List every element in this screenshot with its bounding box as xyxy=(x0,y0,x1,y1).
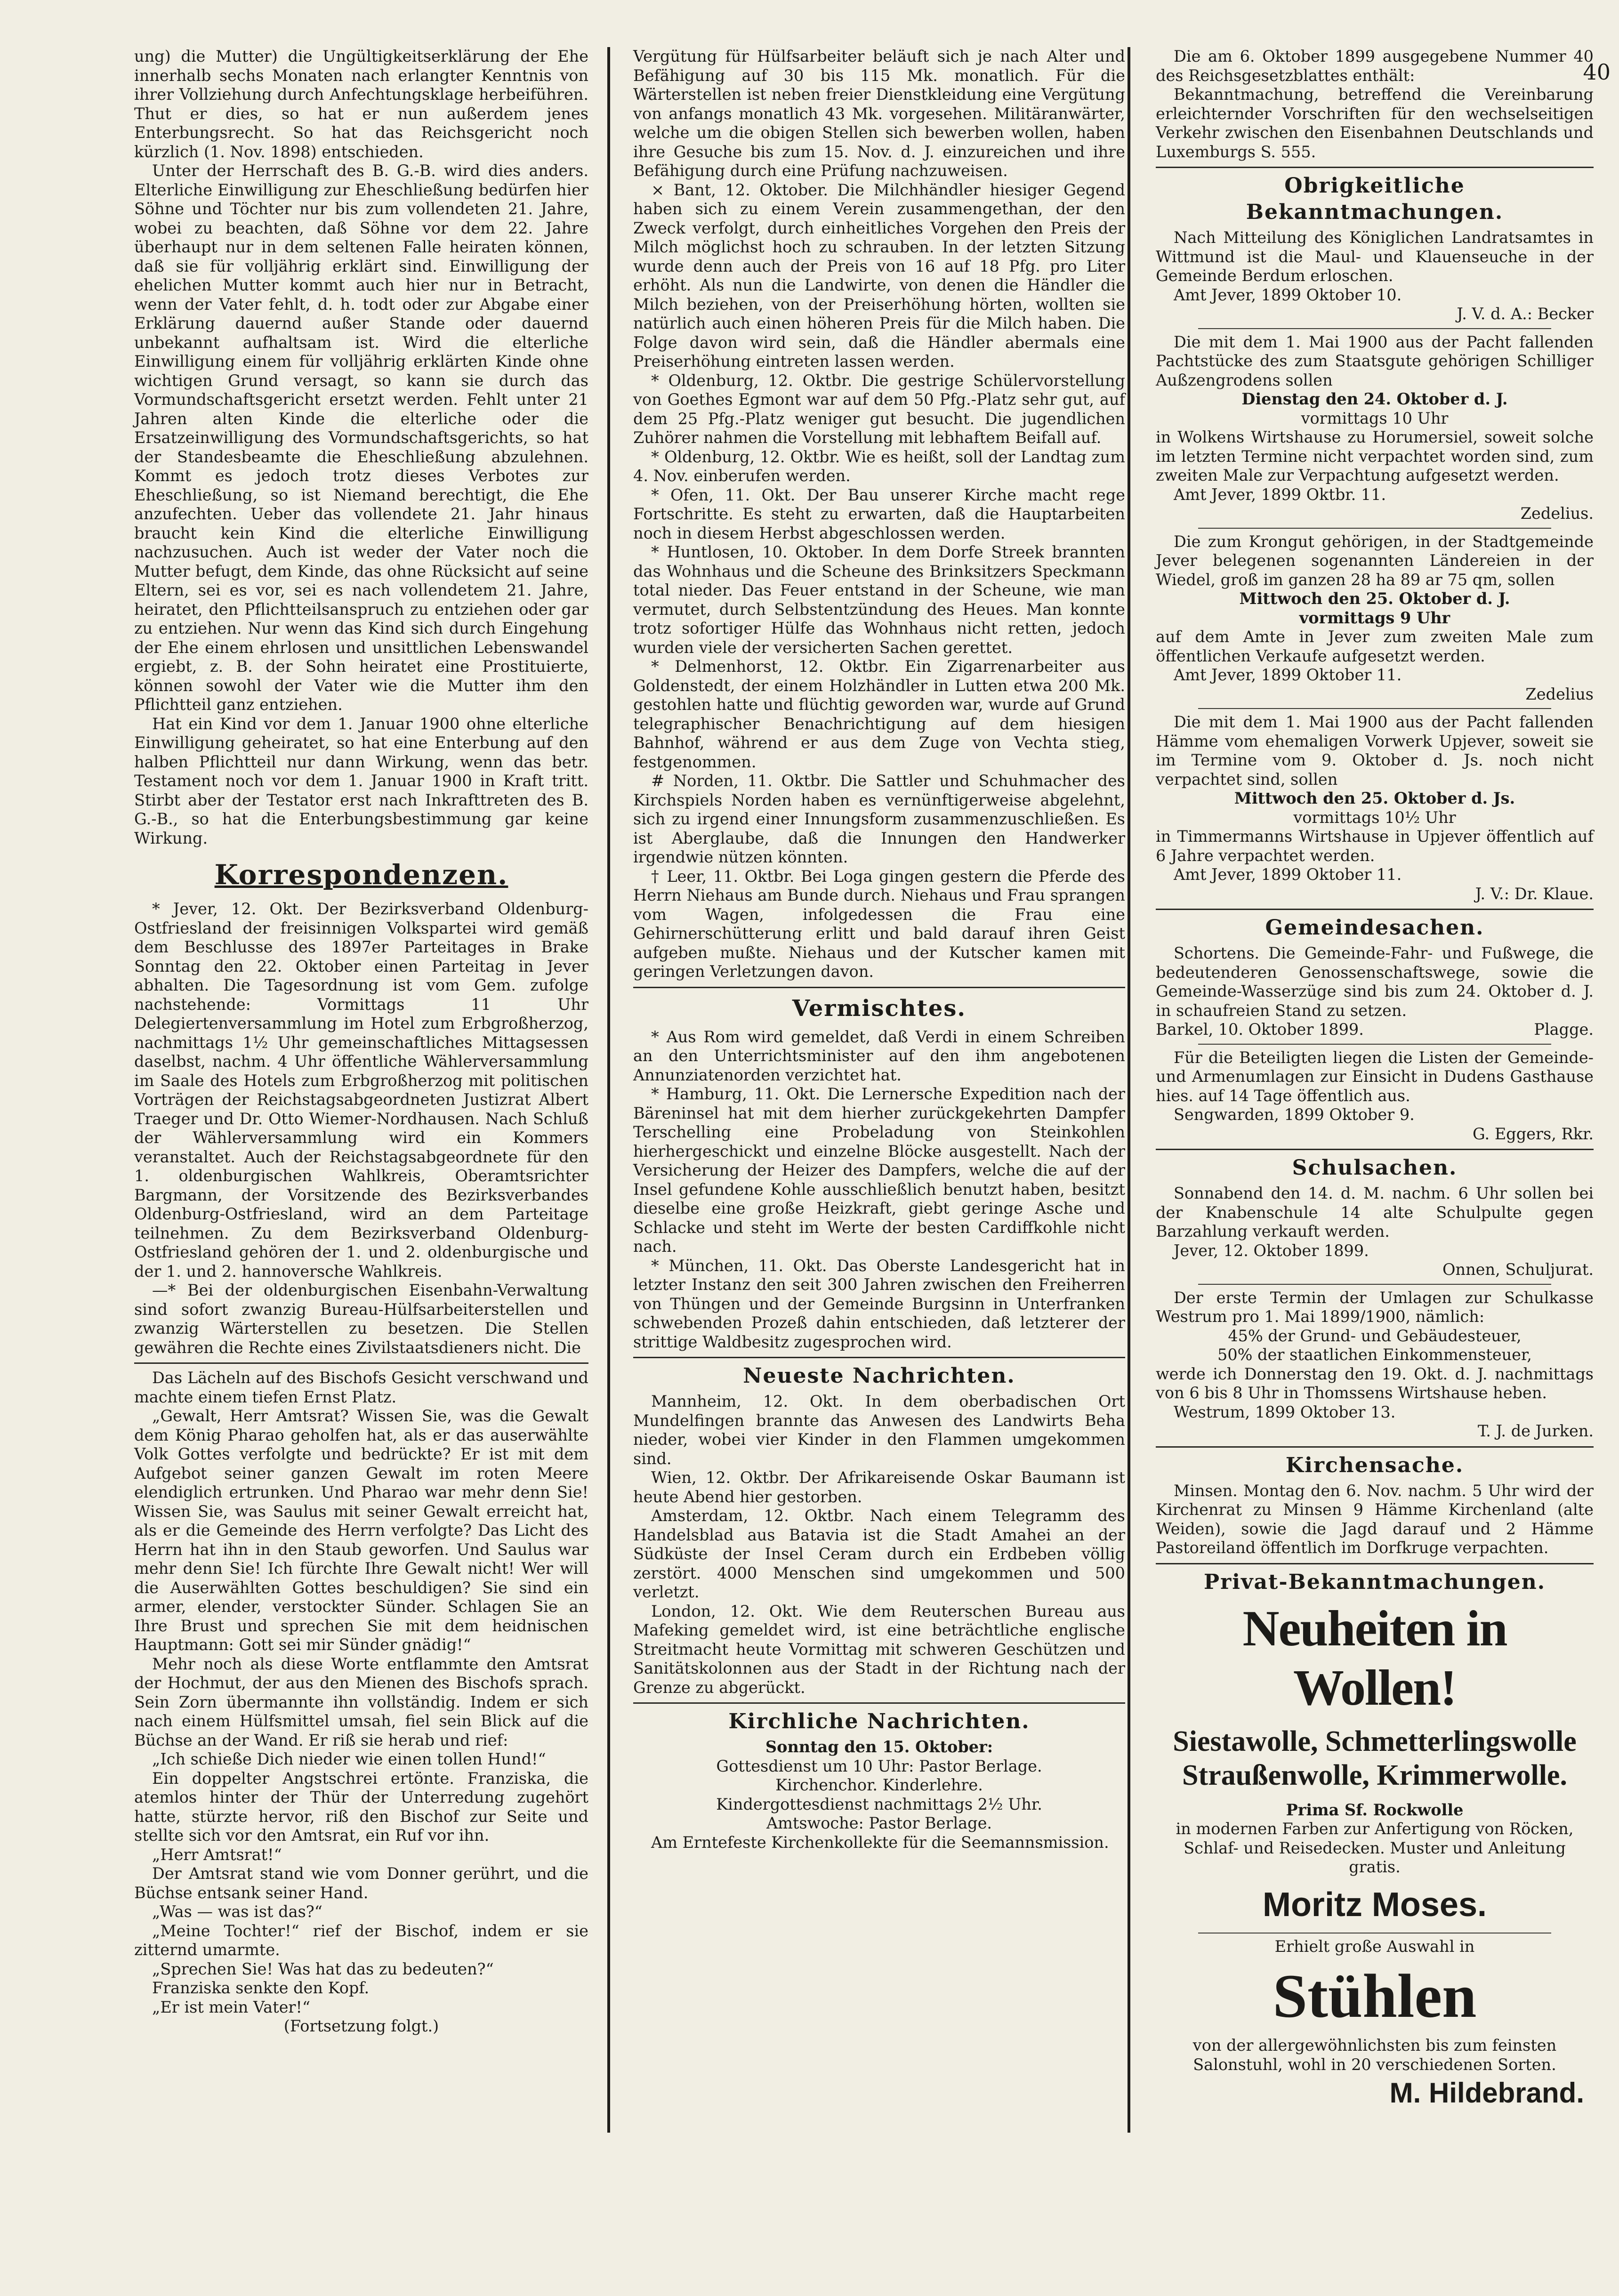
news-item: * Delmenhorst, 12. Oktbr. Ein Zigarrenarbeiter aus Goldenstedt, der einem Holzhändler in Lutten etwa 200 Mk. gestohlen hatte und flüchtig geworden war, wurde auf Grund telegraphischer Benachrichtigung auf dem hiesigen Bahnhof, während er aus dem Zuge von Vechta stieg, festgenommen. xyxy=(633,657,1125,771)
section-heading-kirchliche-nachrichten: Kirchliche Nachrichten. xyxy=(728,1709,1030,1733)
school-notice: Sonnabend den 14. d. M. nachm. 6 Uhr sollen bei der Knabenschule 14 alte Schulpulte gegen Barzahlung verkauft werden. xyxy=(1156,1184,1594,1241)
church-service-line: Amtswoche: Pastor Berlage. xyxy=(766,1814,992,1832)
section-divider xyxy=(1156,1563,1594,1564)
notice-footer xyxy=(1156,1020,1594,1039)
article-paragraph: Unter der Herrschaft des B. G.-B. wird dies anders. Elterliche Einwilligung zur Eheschließung bedürfen hier Söhne und Töchter nur bis zum vollendeten 21. Jahre, wobei zu beachten, daß Söhne vor dem 22. Jahre überhaupt nur in dem seltenen Falle heiraten können, daß sie für volljährig erklärt sind. Einwilligung der ehelichen Mutter kommt auch hier nur in Betracht, wenn der Vater fehlt, d. h. todt oder zur Abgabe einer Erklärung dauernd außer Stande oder dauernd unbekannt aufhaltsam ist. Wird die elterliche Einwilligung einem für volljährig erklärten Kinde ohne wichtigen Grund versagt, so kann sie durch das Vormundschaftsgericht ersetzt werden. Fehlt unter 21 Jahren alten Kinde die elterliche oder die Ersatzeinwilligung des Vormundschaftsgerichts, so hat der Standesbeamte die Eheschließung abzulehnen. Kommt es jedoch trotz dieses Verbotes zur Eheschließung, so ist Niemand berechtigt, die Ehe anzufechten. Ueber das vollendete 21. Jahr hinaus braucht kein Kind die elterliche Einwilligung nachzusuchen. Auch ist weder der Vater noch die Mutter befugt, dem Kinde, das ohne Rücksicht auf seine Eltern, sei es vor, sei es nach vollendetem 21. Jahre, heiratet, den Pflichtteilsanspruch zu entziehen oder gar zu entziehen. Nur wenn das Kind sich durch Eingehung der Ehe einem ehrlosen und unsittlichen Lebenswandel ergiebt, z. B. der Sohn heiratet eine Prostituierte, können sowohl der Vater wie die Mutter ihm den Pflichtteil ganz entziehen. xyxy=(134,161,588,714)
notice-date-line: Mittwoch den 25. Oktober d. Js. xyxy=(1234,789,1515,807)
church-collection-note: Am Erntefeste Kirchenkollekte für die Seemannsmission. xyxy=(651,1833,1109,1852)
feuilleton-paragraph: „Er ist mein Vater!“ xyxy=(152,1998,310,2016)
notice-signature: T. J. de Jurken. xyxy=(1477,1422,1594,1440)
news-item: ⨯ Bant, 12. Oktober. Die Milchhändler hiesiger Gegend haben sich zu einem Verein zusammengethan, der den Zweck verfolgt, durch einheitliches Vorgehen den Preis der Milch möglichst hoch zu schrauben. In der letzten Sitzung wurde denn auch der Preis von 16 auf 18 Pfg. pro Liter erhöht. Als nun die Landwirte, von denen die Händler die Milch beziehen, von der Preiserhöhung hörten, wollten sie natürlich auch einen höheren Preis für die Milch haben. Die Folge davon wird sein, daß die Händler abermals eine Preiserhöhung eintreten lassen werden. xyxy=(633,180,1125,371)
ad-wool-title: Neuheiten in Wollen! xyxy=(1242,1600,1507,1716)
section-heading-privat: Privat-Bekanntmachungen. xyxy=(1203,1570,1546,1594)
church-service-line: Kindergottesdienst nachmittags 2½ Uhr. xyxy=(716,1795,1042,1813)
official-notice: Die mit dem 1. Mai 1900 aus der Pacht fallenden Pachtstücke des zum Staatsgute gehörigen Schilliger Außzengrodens sollen xyxy=(1156,332,1594,389)
notice-place-date: Jever, 12. Oktober 1899. xyxy=(1174,1241,1369,1260)
notice-signature: Zedelius. xyxy=(1520,504,1594,523)
column-rule-right xyxy=(1128,47,1130,2133)
news-item: London, 12. Okt. Wie dem Reuterschen Bureau aus Mafeking gemeldet wird, ist eine beträchtliche englische Streitmacht heute Vormittag mit schweren Geschützen und Sanitätskolonnen aus der Stadt in der Richtung nach der Grenze zu abgerückt. xyxy=(633,1602,1125,1697)
column-2 xyxy=(633,47,1125,2225)
feuilleton-divider xyxy=(134,1362,588,1364)
community-notice: Schortens. Die Gemeinde-Fahr- und Fußwege, die bedeutenderen Genossenschaftswege, sowie die Gemeinde-Wasserzüge sind bis zum 24. Oktober d. J. in schaufreien Stand zu setzen. xyxy=(1156,944,1594,1020)
news-item: * Ofen, 11. Okt. Der Bau unserer Kirche macht rege Fortschritte. Es steht zu erwarten, daß die Hauptarbeiten noch in diesem Herbst abgeschlossen werden. xyxy=(633,485,1125,542)
feuilleton-paragraph: Das Lächeln auf des Bischofs Gesicht verschwand und machte einem tiefen Ernst Platz. xyxy=(134,1369,588,1406)
column-1 xyxy=(134,47,588,2225)
news-item: Vergütung für Hülfsarbeiter beläuft sich je nach Alter und Befähigung auf 30 bis 115 Mk. monatlich. Für die Wärterstellen ist neben freier Dienstkleidung eine Vergütung von anfangs monatlich 43 Mk. vorgesehen. Militäranwärter, welche um die obigen Stellen sich bewerben wollen, haben ihre Gesuche bis zum 15. Nov. d. J. einzureichen und ihre Befähigung durch eine Prüfung nachzuweisen. xyxy=(633,47,1125,180)
notice-divider xyxy=(1198,708,1551,709)
news-item: Amsterdam, 12. Oktbr. Nach einem Telegramm des Handelsblad aus Batavia ist die Stadt Amahei an der Südküste der Insel Ceram durch ein Erdbeben völlig zerstört. 4000 Menschen sind umgekommen und 500 verletzt. xyxy=(633,1506,1125,1601)
notice-signature: Onnen, Schuljurat. xyxy=(1442,1260,1594,1279)
section-divider xyxy=(1156,167,1594,168)
official-notice: auf dem Amte in Jever zum zweiten Male zum öffentlichen Verkaufe aufgesetzt werden. xyxy=(1156,628,1594,665)
section-divider xyxy=(633,1702,1125,1704)
notice-time-line: vormittags 10½ Uhr xyxy=(1293,808,1456,827)
section-heading-vermischtes: Vermischtes. xyxy=(792,995,967,1022)
section-heading-neueste-nachrichten: Neueste Nachrichten. xyxy=(743,1364,1015,1388)
article-paragraph: ung) die Mutter) die Ungültigkeitserklärung der Ehe innerhalb sechs Monaten nach erlangter Kenntnis von ihrer Vollziehung durch Anfechtungsklage herbeiführen. Thut er dies, so hat er nun außerdem jenes Enterbungsrecht. So hat das Reichsgericht noch kürzlich (1. Nov. 1898) entschieden. xyxy=(134,47,588,161)
school-notice: Der erste Termin der Umlagen zur Schulkasse Westrum pro 1. Mai 1899/1900, nämlich: xyxy=(1156,1288,1594,1326)
section-heading-korrespondenzen: Korrespondenzen. xyxy=(214,859,508,891)
ad-wool-line: Siestawolle, Schmetterlingswolle xyxy=(1173,1725,1577,1757)
ad-chairs-text: von der allergewöhnlichsten bis zum feinsten Salonstuhl, wohl in 20 verschiedenen Sorten. xyxy=(1192,2036,1557,2074)
ad-chairs-firm: M. Hildebrand. xyxy=(1389,2077,1584,2109)
notice-place-date: Amt Jever, 1899 Oktober 10. xyxy=(1174,285,1402,304)
notice-divider xyxy=(1198,1044,1551,1045)
news-item: Wien, 12. Oktbr. Der Afrikareisende Oskar Baumann ist heute Abend hier gestorben. xyxy=(633,1468,1125,1506)
news-item: * München, 11. Okt. Das Oberste Landesgericht hat in letzter Instanz den seit 300 Jahren zwischen den Freiherren von Thüngen und der Gemeinde Burgsinn in Unterfranken schwebenden Prozeß dahin entschieden, daß letzterer der strittige Waldbesitz zugesprochen wird. xyxy=(633,1256,1125,1351)
feuilleton-paragraph: „Meine Tochter!“ rief der Bischof, indem er sie zitternd umarmte. xyxy=(134,1921,588,1959)
notice-divider xyxy=(1198,328,1551,329)
ad-wool-text: in modernen Farben zur Anfertigung von Röcken, Schlaf- und Reisedecken. Muster und Anleitung gratis. xyxy=(1176,1820,1574,1876)
section-heading-schulsachen: Schulsachen. xyxy=(1292,1156,1458,1180)
official-notice: Nach Mitteilung des Königlichen Landratsamtes in Wittmund ist die Maul- und Klauenseuche in der Gemeinde Berdum erloschen. xyxy=(1156,228,1594,285)
column-3 xyxy=(1156,47,1594,2225)
notice-signature: G. Eggers, Rkr. xyxy=(1472,1124,1594,1143)
article-paragraph: Hat ein Kind vor dem 1. Januar 1900 ohne elterliche Einwilligung geheiratet, so hat eine Enterbung auf den halben Pflichtteil nur dann Wirkung, wenn das betr. Testament noch vor dem 1. Januar 1900 in Kraft tritt. Stirbt aber der Testator erst nach Inkrafttreten des B. G.-B., so hat die Enterbungsbestimmung gar keine Wirkung. xyxy=(134,714,588,847)
school-levy-line: 50% der staatlichen Einkommensteuer, xyxy=(1217,1345,1532,1364)
news-item: * Hamburg, 11. Okt. Die Lernersche Expedition nach der Bäreninsel hat mit dem hierher zurückgekehrten Dampfer Terschelling eine Probeladung von Steinkohlen hierhergeschickt und einzelne Blöcke ausgestellt. Nach der Versicherung der Heizer des Dampfers, welche die auf der Insel gefundene Kohle ausschließlich benutzt haben, besitzt dieselbe eine große Heizkraft, giebt geringe Asche und Schlacke und steht im Werte der besten Cardiffkohle nicht nach. xyxy=(633,1085,1125,1256)
news-item: * Oldenburg, 12. Oktbr. Die gestrige Schülervorstellung von Goethes Egmont war auf dem 50 Pfg.-Platz sehr gut, auf dem 25 Pfg.-Platz weniger gut besucht. Die jugendlichen Zuhörer nahmen die Vorstellung mit lebhaftem Beifall auf. xyxy=(633,371,1125,447)
notice-place-date: Amt Jever, 1899 Oktober 11. xyxy=(1174,666,1402,684)
official-notice: Die mit dem 1. Mai 1900 aus der Pacht fallenden Hämme vom ehemaligen Vorwerk Upjever, soweit sie im Termine vom 9. Oktober d. Js. noch nicht verpachtet sind, sollen xyxy=(1156,713,1594,789)
notice-signature: Plagge. xyxy=(1534,1020,1594,1039)
column-rule-left xyxy=(607,47,610,2133)
church-service-line: Kirchenchor. Kinderlehre. xyxy=(775,1776,983,1794)
news-item: * Oldenburg, 12. Oktbr. Wie es heißt, soll der Landtag zum 4. Nov. einberufen werden. xyxy=(633,447,1125,485)
feuilleton-paragraph: Ein doppelter Angstschrei ertönte. Franziska, die atemlos hinter der Thür der Unterredung zugehört hatte, stürzte hervor, riß den Bischof zur Seite und stellte sich vor den Amtsrat, ein Ruf vor ihn. xyxy=(134,1769,588,1845)
feuilleton-paragraph: „Ich schieße Dich nieder wie einen tollen Hund!“ xyxy=(152,1750,546,1768)
notice-place-date: Amt Jever, 1899 Oktober 11. xyxy=(1174,865,1402,884)
official-notice: in Timmermanns Wirtshause in Upjever öffentlich auf 6 Jahre verpachtet werden. xyxy=(1156,827,1594,865)
section-divider xyxy=(633,987,1125,988)
ad-wool-firm: Moritz Moses. xyxy=(1262,1885,1487,1924)
notice-place-date: Westrum, 1899 Oktober 13. xyxy=(1174,1402,1396,1421)
feuilleton-paragraph: „Herr Amtsrat!“ xyxy=(152,1845,282,1864)
news-item: * Huntlosen, 10. Oktober. In dem Dorfe Streek brannten das Wohnhaus und die Scheune des Brinksitzers Speckmann total nieder. Das Feuer entstand in der Scheune, wie man vermutet, durch Selbstentzündung des Heues. Man konnte trotz sofortiger Hülfe das Wohnhaus nicht retten, jedoch wurden viele der versicherten Sachen gerettet. xyxy=(633,543,1125,657)
official-notice: Die zum Krongut gehörigen, in der Stadtgemeinde Jever belegenen sogenannten Ländereien in der Wiedel, groß im ganzen 28 ha 89 ar 75 qm, sollen xyxy=(1156,532,1594,589)
news-item: —* Bei der oldenburgischen Eisenbahn-Verwaltung sind sofort zwanzig Bureau-Hülfsarbeiterstellen und zwanzig Wärterstellen zu besetzen. Die Stellen gewähren die Rechte eines Zivilstaatsdieners nicht. Die xyxy=(134,1281,588,1357)
section-divider xyxy=(1156,1446,1594,1448)
community-notice: Für die Beteiligten liegen die Listen der Gemeinde- und Armenumlagen zur Einsicht in Dudens Gasthause hies. auf 14 Tage öffentlich aus. xyxy=(1156,1048,1594,1105)
section-divider xyxy=(1156,1149,1594,1150)
notice-place-date: Sengwarden, 1899 Oktober 9. xyxy=(1174,1105,1415,1124)
notice-signature: Zedelius xyxy=(1525,685,1594,703)
section-divider xyxy=(1156,909,1594,910)
notice-time-line: vormittags 9 Uhr xyxy=(1299,608,1450,627)
feuilleton-paragraph: Der Amtsrat stand wie vom Donner gerührt, und die Büchse entsank seiner Hand. xyxy=(134,1864,588,1902)
news-item: * Jever, 12. Okt. Der Bezirksverband Oldenburg-Ostfriesland der freisinnigen Volkspartei wird gemäß dem Beschlusse des 1897er Parteitages in Brake Sonntag den 22. Oktober einen Parteitag in Jever abhalten. Die Tagesordnung ist vom Gem. zufolge nachstehende: Vormittags 11 Uhr Delegiertenversammlung im Hotel zum Erbgroßherzog, nachmittags 1½ Uhr gemeinschaftliches Mittagsessen daselbst, nachm. 4 Uhr öffentliche Wählerversammlung im Saale des Hotels zum Erbgroßherzog mit politischen Vorträgen der Reichstagsabgeordneten Justizrat Albert Traeger und Dr. Otto Wiemer-Nordhausen. Nach Schluß der Wählerversammlung wird ein Kommers veranstaltet. Auch der Reichstagsabgeordnete für den 1. oldenburgischen Wahlkreis, Oberamtsrichter Bargmann, der Vorsitzende des Bezirksverbandes Oldenburg-Ostfriesland, wird an dem Parteitage teilnehmen. Zu dem Bezirksverband Oldenburg-Ostfriesland gehören der 1. und 2. oldenburgische und der 1. und 2. hannoversche Wahlkreis. xyxy=(134,900,588,1281)
section-heading-obrigkeitliche: Obrigkeitliche Bekanntmachungen. xyxy=(1246,174,1504,224)
news-item: † Leer, 11. Oktbr. Bei Loga gingen gestern die Pferde des Herrn Niehaus am Bunde durch. Niehaus und Frau sprangen vom Wagen, infolgedessen die Frau eine Gehirnerschütterung erlitt und bald darauf ihren Geist aufgeben mußte. Niehaus und der Kutscher kamen mit geringen Verletzungen davon. xyxy=(633,867,1125,981)
school-levy-line: 45% der Grund- und Gebäudesteuer, xyxy=(1228,1326,1522,1345)
ad-chairs-title: Stühlen xyxy=(1273,1961,1477,2030)
reichsgesetzblatt-notice: Bekanntmachung, betreffend die Vereinbarung erleichternder Vorschriften für den wechselseitigen Verkehr zwischen den Eisenbahnen Deutschlands und Luxemburgs S. 555. xyxy=(1156,85,1594,161)
feuilleton-paragraph: Mehr noch als diese Worte entflammte den Amtsrat der Hochmut, der aus den Mienen des Bischofs sprach. Sein Zorn übermannte ihn vollständig. Indem er sich nach einem Hülfsmittel umsah, fiel sein Blick auf die Büchse an der Wand. Er riß sie herab und rief: xyxy=(134,1654,588,1749)
feuilleton-paragraph: „Sprechen Sie! Was hat das zu bedeuten?“ xyxy=(152,1959,494,1978)
section-heading-kirchensache: Kirchensache. xyxy=(1285,1453,1464,1477)
continuation-note: (Fortsetzung folgt.) xyxy=(283,2017,439,2035)
notice-date-line: Mittwoch den 25. Oktober d. J. xyxy=(1239,589,1510,608)
church-notice: Minsen. Montag den 6. Nov. nachm. 5 Uhr wird der Kirchenrat zu Minsen 9 Hämme Kirchenland (alte Weiden), sowie die Jagd darauf und 2 Hämme Pastoreiland öffentlich im Dorfkruge verpachten. xyxy=(1156,1481,1594,1557)
church-service-line: Gottesdienst um 10 Uhr: Pastor Berlage. xyxy=(716,1756,1042,1775)
notice-time-line: vormittags 10 Uhr xyxy=(1301,409,1449,427)
news-item: * Aus Rom wird gemeldet, daß Verdi in einem Schreiben an den Unterrichtsminister auf den ihm angebotenen Annunziatenorden verzichtet hat. xyxy=(633,1027,1125,1084)
feuilleton-paragraph: „Gewalt, Herr Amtsrat? Wissen Sie, was die Gewalt dem König Pharao geholfen hat, als er das auserwählte Volk Gottes verfolgte und bedrückte? Er ist mit dem Aufgebot seiner ganzen Gewalt im roten Meere elendiglich ertrunken. Und Pharao war mehr denn Sie! Wissen Sie, was Saulus mit seiner Gewalt erreicht hat, als er die Gemeinde des Herrn verfolgte? Das Licht des Herrn hat ihn in den Staub geworfen. Und Saulus war mehr denn Sie! Ich fürchte Ihre Gewalt nicht! Wer will die Auserwählten Gottes beschuldigen? Sie sind ein armer, elender, verstockter Sünder. Schlagen Sie an Ihre Brust und sprechen Sie mit dem heidnischen Hauptmann: Gott sei mir Sünder gnädig!“ xyxy=(134,1407,588,1654)
notice-divider xyxy=(1198,528,1551,529)
ad-chairs-intro: Erhielt große Auswahl in xyxy=(1274,1937,1475,1956)
notice-signature: J. V.: Dr. Klaue. xyxy=(1475,884,1594,903)
ad-wool-line: Straußenwolle, Krimmerwolle. xyxy=(1182,1759,1567,1791)
news-item: Mannheim, 12. Okt. In dem oberbadischen Ort Mundelfingen brannte das Anwesen des Landwirts Beha nieder, wobei vier Kinder in den Flammen umgekommen sind. xyxy=(633,1392,1125,1468)
section-divider xyxy=(633,1357,1125,1358)
ad-wool-subtitle: Prima Sf. Rockwolle xyxy=(1286,1800,1464,1819)
feuilleton-paragraph: „Was — was ist das?“ xyxy=(152,1902,322,1921)
reichsgesetzblatt-notice: Die am 6. Oktober 1899 ausgegebene Nummer 40 des Reichsgesetzblattes enthält: xyxy=(1156,47,1594,85)
notice-place-date: Amt Jever, 1899 Oktbr. 11. xyxy=(1174,485,1386,504)
page-number: 40 xyxy=(1583,59,1611,85)
notice-signature: J. V. d. A.: Becker xyxy=(1457,305,1594,323)
news-item: # Norden, 11. Oktbr. Die Sattler und Schuhmacher des Kirchspiels Norden haben es vernünftigerweise abgelehnt, sich zu irgend einer Innungsform zusammenzuschließen. Es ist Aberglaube, daß die Innungen den Handwerker irgendwie nützen könnten. xyxy=(633,772,1125,866)
official-notice: in Wolkens Wirtshause zu Horumersiel, soweit solche im letzten Termine nicht verpachtet worden sind, zum zweiten Male zur Verpachtung aufgesetzt werden. xyxy=(1156,428,1594,484)
feuilleton-paragraph: Franziska senkte den Kopf. xyxy=(152,1979,370,1997)
school-notice: werde ich Donnerstag den 19. Okt. d. J. nachmittags von 6 bis 8 Uhr in Thomssens Wirtshause heben. xyxy=(1156,1364,1594,1402)
notice-place-date: Barkel, 10. Oktober 1899. xyxy=(1156,1020,1364,1039)
notice-divider xyxy=(1198,1284,1551,1285)
section-heading-gemeindesachen: Gemeindesachen. xyxy=(1265,916,1484,940)
notice-date-line: Dienstag den 24. Oktober d. J. xyxy=(1241,390,1508,408)
church-service-date: Sonntag den 15. Oktober: xyxy=(765,1738,993,1756)
